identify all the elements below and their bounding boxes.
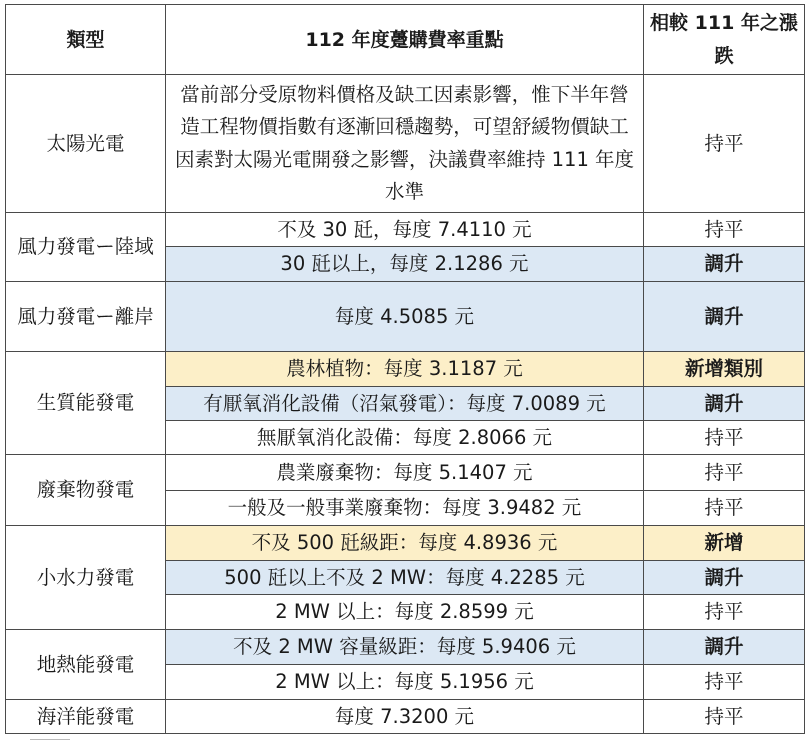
rate-cell: 每度 4.5085 元 <box>166 282 644 352</box>
change-cell: 新增 <box>644 526 805 561</box>
type-cell: 風力發電ー陸域 <box>6 213 166 282</box>
table-row <box>6 526 805 561</box>
rate-cell: 農林植物：每度 3.1187 元 <box>166 352 644 387</box>
rate-cell: 每度 7.3200 元 <box>166 700 644 734</box>
rate-cell: 2 MW 以上：每度 2.8599 元 <box>166 595 644 630</box>
change-cell: 持平 <box>644 700 805 734</box>
table-row <box>6 630 805 665</box>
table-row <box>6 700 805 734</box>
type-cell: 廢棄物發電 <box>6 455 166 526</box>
type-cell: 生質能發電 <box>6 352 166 455</box>
rate-cell: 農業廢棄物：每度 5.1407 元 <box>166 455 644 491</box>
rate-cell: 不及 2 MW 容量級距：每度 5.9406 元 <box>166 630 644 665</box>
type-cell: 海洋能發電 <box>6 700 166 734</box>
header-rate: 112 年度躉購費率重點 <box>166 5 644 75</box>
change-cell: 持平 <box>644 595 805 630</box>
header-change: 相較 111 年之漲跌 <box>644 5 805 75</box>
type-cell: 地熱能發電 <box>6 630 166 700</box>
rate-cell: 有厭氧消化設備（沼氣發電）：每度 7.0089 元 <box>166 387 644 421</box>
rate-table-container <box>5 4 805 734</box>
change-cell: 持平 <box>644 421 805 455</box>
rate-cell: 當前部分受原物料價格及缺工因素影響，惟下半年營造工程物價指數有逐漸回穩趨勢，可望舒緩物價缺工因素對太陽光電開發之影響，決議費率維持 111 年度水準 <box>166 75 644 213</box>
change-cell: 調升 <box>644 387 805 421</box>
change-cell: 持平 <box>644 491 805 526</box>
header-type: 類型 <box>6 5 166 75</box>
table-row <box>6 213 805 247</box>
table-row <box>6 455 805 491</box>
rate-cell: 30 瓩以上，每度 2.1286 元 <box>166 247 644 282</box>
change-cell: 持平 <box>644 213 805 247</box>
feed-in-tariff-table <box>5 4 805 734</box>
footnote-divider <box>30 739 70 748</box>
change-cell: 調升 <box>644 561 805 595</box>
table-row <box>6 75 805 213</box>
change-cell: 調升 <box>644 247 805 282</box>
rate-cell: 500 瓩以上不及 2 MW：每度 4.2285 元 <box>166 561 644 595</box>
rate-cell: 無厭氧消化設備：每度 2.8066 元 <box>166 421 644 455</box>
change-cell: 調升 <box>644 630 805 665</box>
change-cell: 持平 <box>644 665 805 700</box>
change-cell: 新增類別 <box>644 352 805 387</box>
change-cell: 調升 <box>644 282 805 352</box>
table-row <box>6 282 805 352</box>
type-cell: 太陽光電 <box>6 75 166 213</box>
rate-cell: 一般及一般事業廢棄物：每度 3.9482 元 <box>166 491 644 526</box>
rate-cell: 不及 500 瓩級距：每度 4.8936 元 <box>166 526 644 561</box>
rate-cell: 不及 30 瓩，每度 7.4110 元 <box>166 213 644 247</box>
change-cell: 持平 <box>644 455 805 491</box>
change-cell: 持平 <box>644 75 805 213</box>
type-cell: 風力發電ー離岸 <box>6 282 166 352</box>
table-row <box>6 352 805 387</box>
table-header-row <box>6 5 805 75</box>
type-cell: 小水力發電 <box>6 526 166 630</box>
rate-cell: 2 MW 以上：每度 5.1956 元 <box>166 665 644 700</box>
